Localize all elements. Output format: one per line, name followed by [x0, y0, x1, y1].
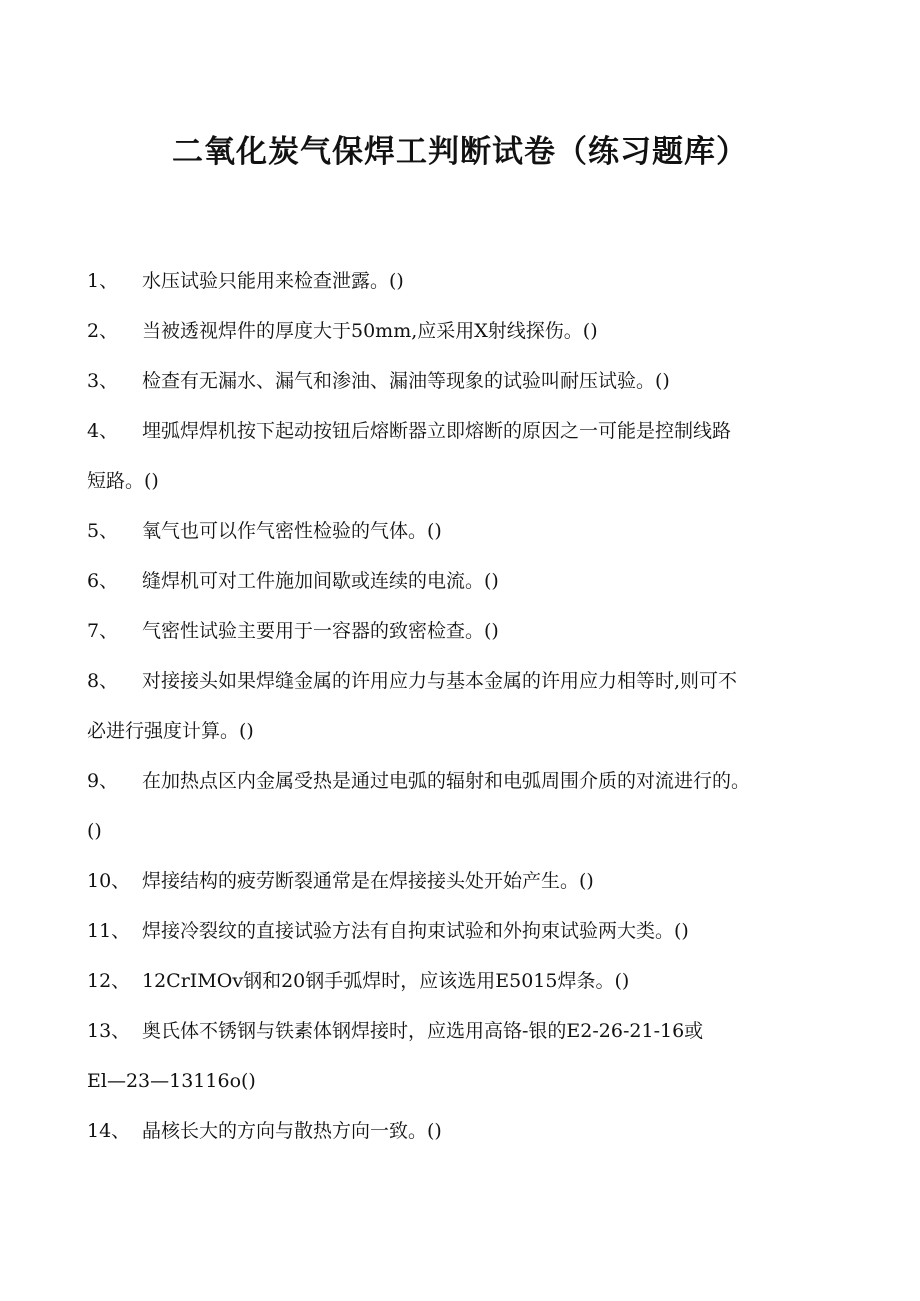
question-number: 14、	[87, 1120, 131, 1142]
question-item	[87, 956, 847, 1006]
question-item	[87, 306, 847, 356]
document-title: 二氧化炭气保焊工判断试卷（练习题库）	[172, 134, 748, 170]
question-text: 检查有无漏水、漏气和渗油、漏油等现象的试验叫耐压试验。()	[142, 370, 670, 392]
question-number: 12、	[87, 970, 131, 992]
question-text: 晶核长大的方向与散热方向一致。()	[142, 1120, 442, 1142]
question-text: 水压试验只能用来检查泄露。()	[142, 270, 404, 292]
question-number: 4、	[87, 420, 119, 442]
question-item	[87, 356, 847, 406]
question-item	[87, 606, 847, 656]
question-text: 缝焊机可对工件施加间歇或连续的电流。()	[142, 570, 499, 592]
question-item	[87, 506, 847, 556]
question-continuation: 短路。()	[87, 470, 159, 492]
question-text: 在加热点区内金属受热是通过电弧的辐射和电弧周围介质的对流进行的。	[142, 770, 751, 792]
question-text: 氧气也可以作气密性检验的气体。()	[142, 520, 442, 542]
question-item	[87, 656, 847, 756]
question-number: 6、	[87, 570, 119, 592]
question-continuation: ()	[87, 820, 102, 842]
question-item	[87, 1106, 847, 1156]
question-continuation: El—23—13116o()	[87, 1070, 256, 1092]
question-continuation: 必进行强度计算。()	[87, 720, 254, 742]
question-text: 焊接冷裂纹的直接试验方法有自拘束试验和外拘束试验两大类。()	[142, 920, 689, 942]
question-number: 5、	[87, 520, 119, 542]
question-text: 当被透视焊件的厚度大于50mm,应采用X射线探伤。()	[142, 320, 598, 342]
question-number: 3、	[87, 370, 119, 392]
question-number: 9、	[87, 770, 119, 792]
question-item	[87, 1006, 847, 1106]
question-number: 8、	[87, 670, 119, 692]
question-text: 焊接结构的疲劳断裂通常是在焊接接头处开始产生。()	[142, 870, 594, 892]
question-number: 7、	[87, 620, 119, 642]
question-number: 13、	[87, 1020, 131, 1042]
question-item	[87, 756, 847, 856]
question-text: 埋弧焊焊机按下起动按钮后熔断器立即熔断的原因之一可能是控制线路	[142, 420, 732, 442]
question-list	[87, 256, 847, 1156]
question-item	[87, 256, 847, 306]
question-item	[87, 406, 847, 506]
question-number: 2、	[87, 320, 119, 342]
question-item	[87, 906, 847, 956]
question-text: 奥氏体不锈钢与铁素体钢焊接时，应选用高铬-银的E2-26-21-16或	[142, 1020, 704, 1042]
question-item	[87, 556, 847, 606]
question-number: 11、	[87, 920, 131, 942]
question-item	[87, 856, 847, 906]
question-number: 10、	[87, 870, 131, 892]
question-number: 1、	[87, 270, 119, 292]
question-text: 12CrIMOv钢和20钢手弧焊时，应该选用E5015焊条。()	[142, 970, 630, 992]
question-text: 气密性试验主要用于一容器的致密检查。()	[142, 620, 499, 642]
question-text: 对接接头如果焊缝金属的许用应力与基本金属的许用应力相等时,则可不	[142, 670, 738, 692]
